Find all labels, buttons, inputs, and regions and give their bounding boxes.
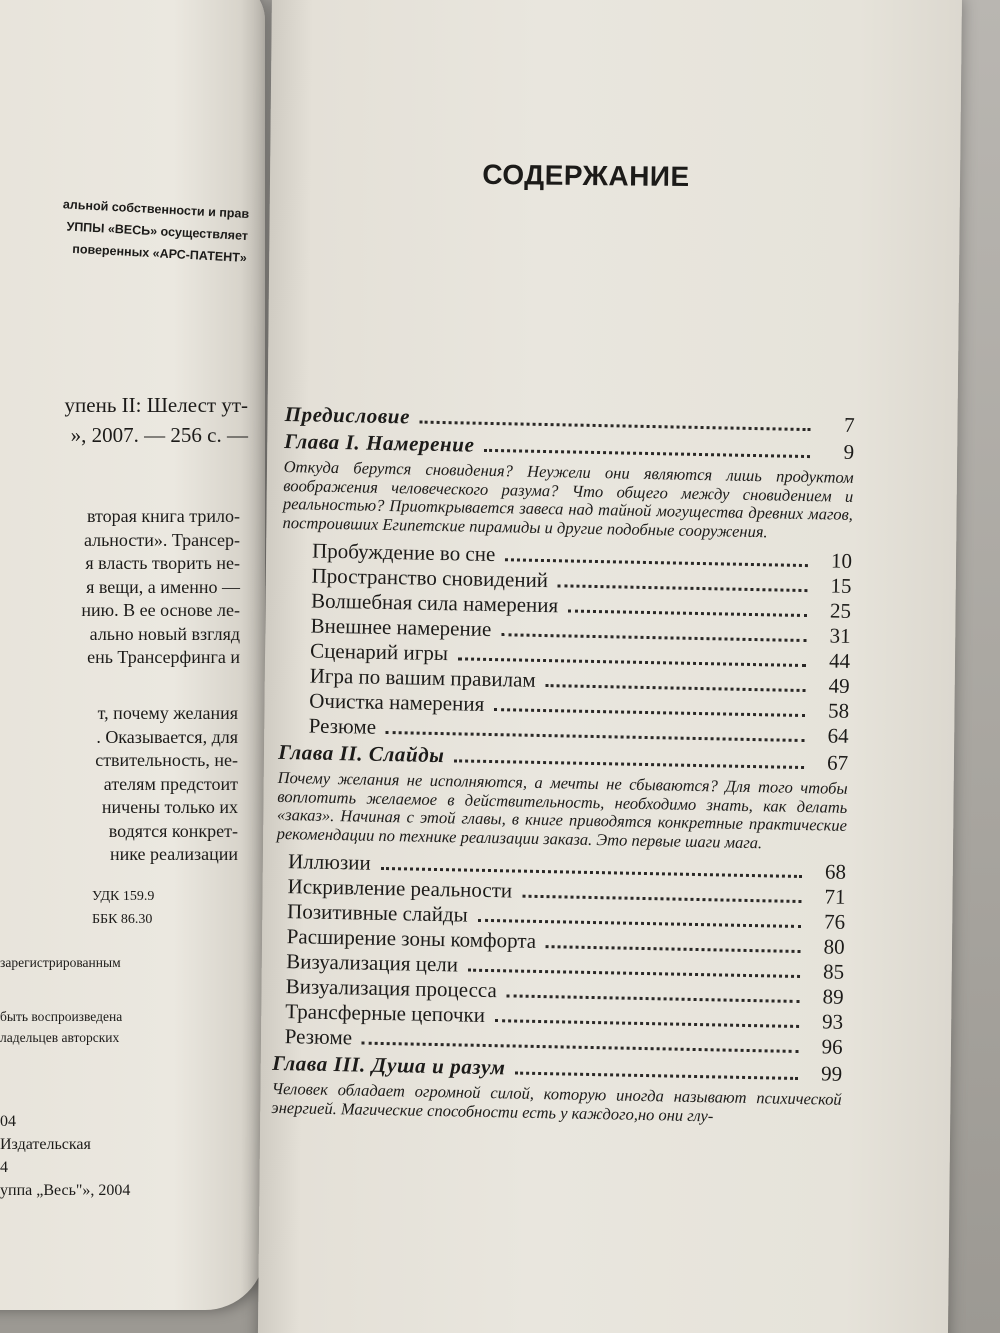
annotation-line: нике реализации <box>109 844 238 864</box>
annotation-line: я власть творить не- <box>85 553 240 573</box>
section-label: Резюме <box>308 713 377 739</box>
copyright-line: УППЫ «ВЕСЬ» осуществляет <box>66 219 249 244</box>
rights-line: быть воспроизведена <box>0 1009 123 1024</box>
page-number: 58 <box>827 698 850 723</box>
section-label: Резюме <box>284 1024 353 1050</box>
section-label: Очистка намерения <box>309 688 485 716</box>
copyright-notice <box>0 190 265 270</box>
leader-dots <box>546 945 801 953</box>
page-number: 49 <box>828 673 850 698</box>
section-label: Трансферные цепочки <box>285 999 486 1027</box>
annotation-line: вторая книга трило- <box>86 506 240 526</box>
left-page <box>0 0 265 1310</box>
annotation-line: альности». Трансер- <box>83 529 240 550</box>
annotation-second <box>0 702 265 867</box>
section-label: Пробуждение во сне <box>311 538 496 567</box>
section-label: Искривление реальности <box>287 874 513 903</box>
page-number: 9 <box>843 439 855 464</box>
rights-notice <box>0 1006 265 1048</box>
section-label: Волшебная сила намерения <box>310 588 559 618</box>
bbk-code: ББК 86.30 <box>92 912 153 927</box>
leader-dots <box>501 633 806 642</box>
leader-dots <box>522 895 801 903</box>
imprint-line: Издательская <box>0 1136 91 1153</box>
chapter-label: Глава I. Намерение <box>283 428 475 457</box>
leader-dots <box>478 919 801 928</box>
imprint-line: уппа „Весь"», 2004 <box>0 1182 131 1199</box>
bib-line: », 2007. — 256 с. — <box>70 423 248 447</box>
leader-dots <box>458 657 806 667</box>
annotation-line: я вещи, а именно — <box>86 576 240 597</box>
chapter-label: Глава III. Душа и разум <box>272 1050 506 1080</box>
page-number: 68 <box>824 859 847 884</box>
copyright-line: альной собственности и прав <box>62 197 250 222</box>
chapter-summary: Почему желания не исполняются, а мечты не сбываются? Для того чтобы воплотить желаемое в действительность, необходимо знать, как делать «заказ». Начиная с этой главы, в книге приводятся конкретные практические рекомендации по технике реализации заказа. Это первые шаги мага. <box>276 767 848 852</box>
annotation-line: нию. В ее основе ле- <box>81 600 240 620</box>
trademark-note: зарегистрированным <box>0 955 121 970</box>
leader-dots <box>546 684 806 692</box>
page-number: 80 <box>823 934 845 959</box>
imprint-line: 4 <box>0 1159 8 1176</box>
page-number: 15 <box>830 573 852 598</box>
rights-line: ладельцев авторских <box>0 1030 120 1045</box>
leader-dots <box>495 1019 799 1028</box>
page-number: 96 <box>821 1034 843 1059</box>
annotation-line: ствительность, не- <box>95 750 238 770</box>
page-number: 71 <box>824 884 846 909</box>
imprint <box>0 1110 265 1202</box>
toc-title: СОДЕРЖАНИЕ <box>482 158 690 193</box>
chapter-summary: Человек обладает огромной силой, которую иногда называют психической энергией. Магические способности есть у каждого,но они глу- <box>271 1078 842 1125</box>
chapter-label: Глава II. Слайды <box>278 739 445 768</box>
page-number: 31 <box>829 623 851 648</box>
leader-dots <box>515 1072 798 1080</box>
annotation-line: ень Трансерфинга и <box>87 647 240 667</box>
section-label: Сценарий игры <box>309 638 449 666</box>
section-label: Внешнее намерение <box>310 613 492 642</box>
annotation-line: т, почему желания <box>97 703 238 723</box>
annotation-line: ально новый взгляд <box>89 623 240 644</box>
section-label: Расширение зоны комфорта <box>286 924 537 953</box>
page-number: 44 <box>828 648 851 673</box>
page-number: 10 <box>830 548 853 573</box>
classification-codes <box>0 885 265 931</box>
udk-code: УДК 159.9 <box>92 889 155 904</box>
annotation-line: ателям предстоит <box>103 773 238 794</box>
page-number: 67 <box>826 750 849 775</box>
page-number: 76 <box>823 909 846 934</box>
section-label: Пространство сновидений <box>311 563 549 593</box>
table-of-contents <box>271 400 855 1134</box>
leader-dots <box>420 421 811 431</box>
section-label: Визуализация цели <box>285 949 459 977</box>
annotation-line: . Оказывается, для <box>96 726 238 747</box>
page-number: 64 <box>827 723 849 748</box>
leader-dots <box>505 558 808 567</box>
annotation <box>0 505 265 670</box>
page-number: 25 <box>829 598 852 623</box>
annotation-line: водятся конкрет- <box>108 820 238 841</box>
leader-dots <box>454 759 804 769</box>
section-label: Иллюзии <box>287 849 371 875</box>
preface-label: Предисловие <box>284 401 411 429</box>
annotation-line: ничены только их <box>101 797 238 817</box>
page-number: 85 <box>822 959 845 984</box>
section-label: Позитивные слайды <box>286 899 468 927</box>
section-label: Визуализация процесса <box>285 974 498 1003</box>
page-number: 7 <box>843 412 855 437</box>
leader-dots <box>558 584 808 592</box>
copyright-line: поверенных «АРС-ПАТЕНТ» <box>72 241 248 265</box>
leader-dots <box>568 609 807 617</box>
leader-dots <box>484 449 810 458</box>
chapter-summary: Откуда берутся сновидения? Неужели они являются лишь продуктом воображения человеческого разума? Что общего между сновидением и реальностью? Приоткрывается завеса над тайной могущества древних магов, построивших Египетские пирамиды и другие подобные сооружения. <box>282 456 854 541</box>
page-number: 93 <box>821 1009 844 1034</box>
leader-dots <box>468 969 800 978</box>
bib-line: упень II: Шелест ут- <box>64 393 248 417</box>
imprint-line: 04 <box>0 1113 16 1130</box>
leader-dots <box>507 994 800 1003</box>
page-number: 89 <box>822 984 844 1009</box>
leader-dots <box>494 708 805 717</box>
bibliographic-record <box>0 390 265 450</box>
page-number: 99 <box>820 1061 843 1086</box>
section-label: Игра по вашим правилам <box>309 663 536 692</box>
